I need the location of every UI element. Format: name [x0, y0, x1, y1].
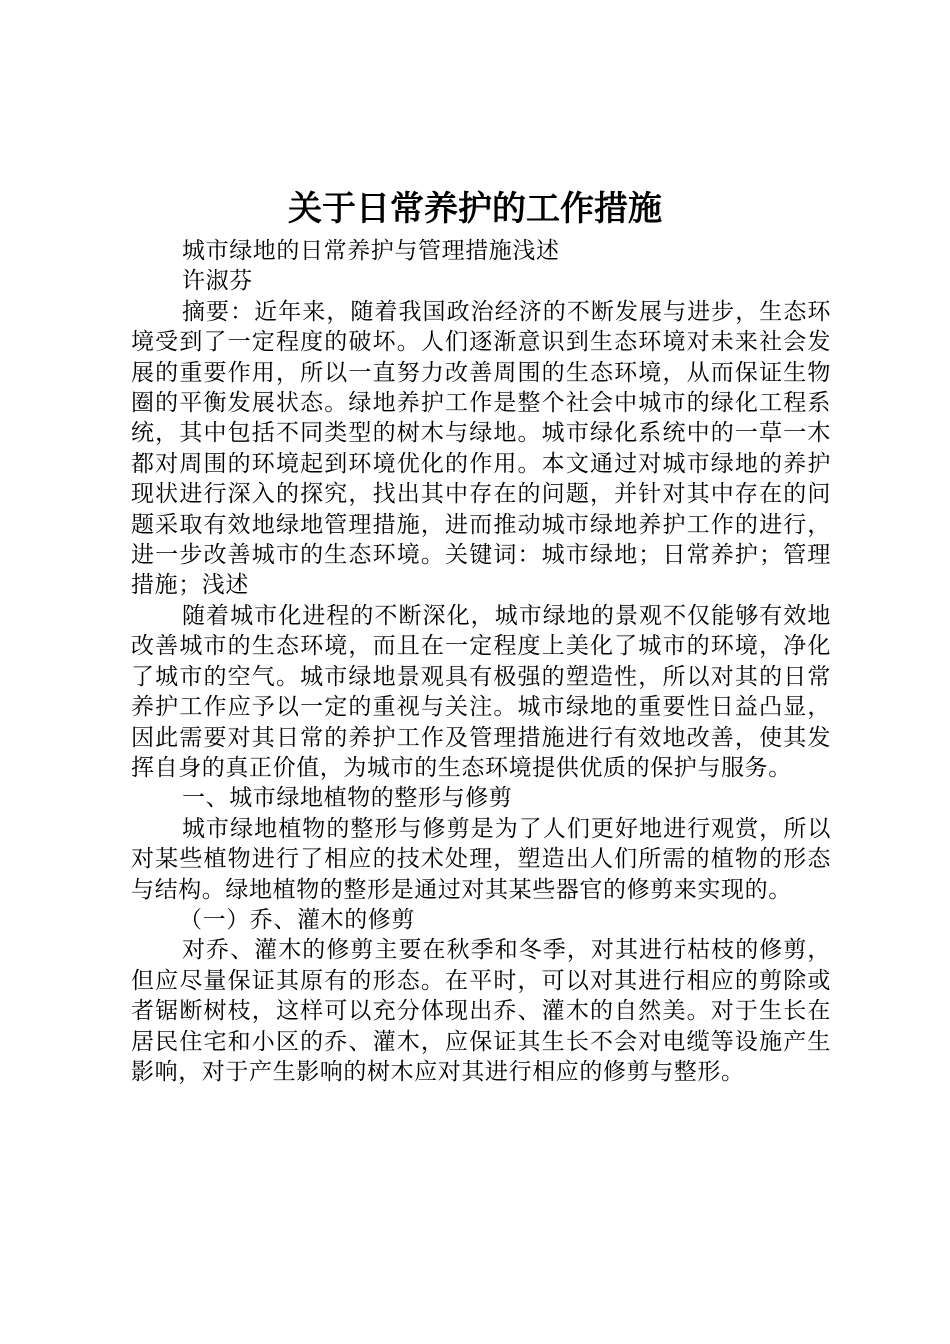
subsection-heading: （一）乔、灌木的修剪 [179, 906, 415, 933]
document-body [131, 236, 831, 1087]
subtitle: 城市绿地的日常养护与管理措施浅述 [182, 238, 560, 264]
section-heading: 一、城市绿地植物的整形与修剪 [182, 785, 513, 812]
document-title: 关于日常养护的工作措施 [288, 189, 662, 229]
section-paragraph: 城市绿地植物的整形与修剪是为了人们更好地进行观赏，所以对某些植物进行了相应的技术处理，塑造出人们所需的植物的形态与结构。绿地植物的整形是通过对其某些器官的修剪来实现的。 [131, 815, 831, 903]
author: 许淑芬 [182, 268, 253, 295]
intro-paragraph: 随着城市化进程的不断深化，城市绿地的景观不仅能够有效地改善城市的生态环境，而且在一定程度上美化了城市的环境，净化了城市的空气。城市绿地景观具有极强的塑造性，所以对其的日常养护工作应予以一定的重视与关注。城市绿地的重要性日益凸显，因此需要对其日常的养护工作及管理措施进行有效地改善，使其发挥自身的真正价值，为城市的生态环境提供优质的保护与服务。 [131, 602, 831, 781]
abstract-paragraph: 摘要：近年来，随着我国政治经济的不断发展与进步，生态环境受到了一定程度的破坏。人们逐渐意识到生态环境对未来社会发展的重要作用，所以一直努力改善周围的生态环境，从而保证生物圈的平衡发展状态。绿地养护工作是整个社会中城市的绿化工程系统，其中包括不同类型的树木与绿地。城市绿化系统中的一草一木都对周围的环境起到环境优化的作用。本文通过对城市绿地的养护现状进行深入的探究，找出其中存在的问题，并针对其中存在的问题采取有效地绿地管理措施，进而推动城市绿地养护工作的进行，进一步改善城市的生态环境。关键词：城市绿地；日常养护；管理措施；浅述 [131, 298, 831, 599]
subsection-paragraph: 对乔、灌木的修剪主要在秋季和冬季，对其进行枯枝的修剪，但应尽量保证其原有的形态。在平时，可以对其进行相应的剪除或者锯断树枝，这样可以充分体现出乔、灌木的自然美。对于生长在居民住宅和小区的乔、灌木，应保证其生长不会对电缆等设施产生影响，对于产生影响的树木应对其进行相应的修剪与整形。 [131, 937, 831, 1085]
